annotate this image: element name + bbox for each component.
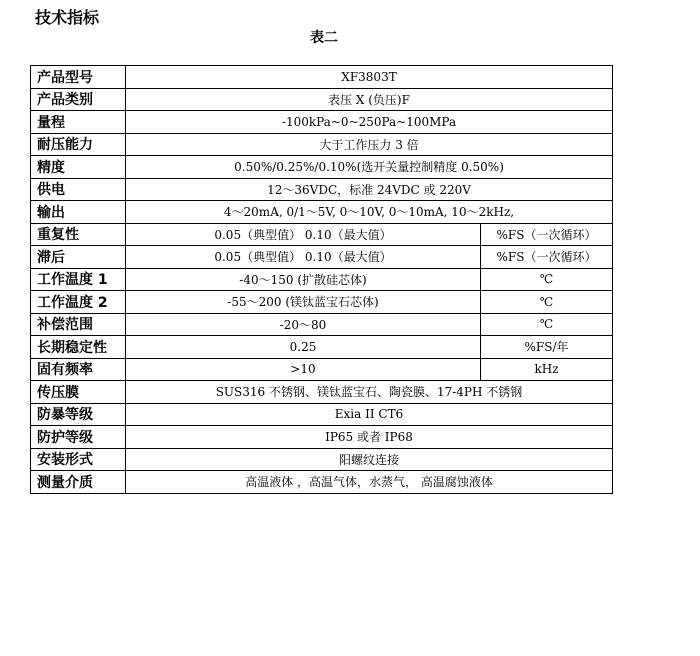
table-row — [31, 111, 613, 134]
row-label: 工作温度 1 — [31, 268, 126, 291]
table-row — [31, 358, 613, 381]
row-value: XF3803T — [126, 66, 613, 89]
row-label: 长期稳定性 — [31, 336, 126, 359]
table-row — [31, 313, 613, 336]
row-value: -40～150 (扩散硅芯体) — [126, 268, 481, 291]
row-unit: %FS（一次循环） — [481, 246, 613, 269]
table-row — [31, 133, 613, 156]
table-row — [31, 291, 613, 314]
spec-table-body — [31, 66, 613, 494]
row-label: 精度 — [31, 156, 126, 179]
table-row — [31, 381, 613, 404]
spec-table — [30, 65, 613, 494]
table-row — [31, 246, 613, 269]
table-row — [31, 426, 613, 449]
row-value: IP65 或者 IP68 — [126, 426, 613, 449]
row-label: 固有频率 — [31, 358, 126, 381]
row-unit: %FS/年 — [481, 336, 613, 359]
row-label: 防暴等级 — [31, 403, 126, 426]
row-label: 防护等级 — [31, 426, 126, 449]
row-value: -55～200 (镁钛蓝宝石芯体) — [126, 291, 481, 314]
table-caption: 表二 — [310, 30, 338, 46]
row-unit: ℃ — [481, 268, 613, 291]
row-label: 传压膜 — [31, 381, 126, 404]
table-row — [31, 223, 613, 246]
table-row — [31, 336, 613, 359]
row-value: -20～80 — [126, 313, 481, 336]
table-row — [31, 448, 613, 471]
row-value: 0.05（典型值） 0.10（最大值） — [126, 246, 481, 269]
row-value: 高温液体 ，高温气体，水蒸气， 高温腐蚀液体 — [126, 471, 613, 494]
table-row — [31, 471, 613, 494]
row-value: 阳螺纹连接 — [126, 448, 613, 471]
row-unit: ℃ — [481, 291, 613, 314]
table-row — [31, 156, 613, 179]
table-row — [31, 178, 613, 201]
row-value: Exia II CT6 — [126, 403, 613, 426]
row-value: 0.05（典型值） 0.10（最大值） — [126, 223, 481, 246]
row-unit: ℃ — [481, 313, 613, 336]
row-label: 滞后 — [31, 246, 126, 269]
row-label: 补偿范围 — [31, 313, 126, 336]
row-unit: %FS（一次循环） — [481, 223, 613, 246]
row-label: 产品类别 — [31, 88, 126, 111]
row-value: 12～36VDC，标准 24VDC 或 220V — [126, 178, 613, 201]
row-value: 表压 X (负压)F — [126, 88, 613, 111]
row-value: SUS316 不锈钢、镁钛蓝宝石、陶瓷膜、17-4PH 不锈钢 — [126, 381, 613, 404]
row-label: 供电 — [31, 178, 126, 201]
row-label: 重复性 — [31, 223, 126, 246]
table-row — [31, 88, 613, 111]
row-label: 测量介质 — [31, 471, 126, 494]
table-row — [31, 268, 613, 291]
row-label: 耐压能力 — [31, 133, 126, 156]
row-value: 0.25 — [126, 336, 481, 359]
row-value: 4～20mA, 0/1～5V, 0～10V, 0～10mA, 10～2kHz, — [126, 201, 613, 224]
row-value: >10 — [126, 358, 481, 381]
row-label: 工作温度 2 — [31, 291, 126, 314]
row-value: -100kPa~0~250Pa~100MPa — [126, 111, 613, 134]
row-label: 安装形式 — [31, 448, 126, 471]
row-label: 产品型号 — [31, 66, 126, 89]
page-heading: 技术指标 — [35, 8, 100, 27]
row-label: 输出 — [31, 201, 126, 224]
row-unit: kHz — [481, 358, 613, 381]
table-row — [31, 403, 613, 426]
table-row — [31, 66, 613, 89]
row-value: 0.50%/0.25%/0.10%(选开关量控制精度 0.50%) — [126, 156, 613, 179]
row-value: 大于工作压力 3 倍 — [126, 133, 613, 156]
row-label: 量程 — [31, 111, 126, 134]
table-row — [31, 201, 613, 224]
